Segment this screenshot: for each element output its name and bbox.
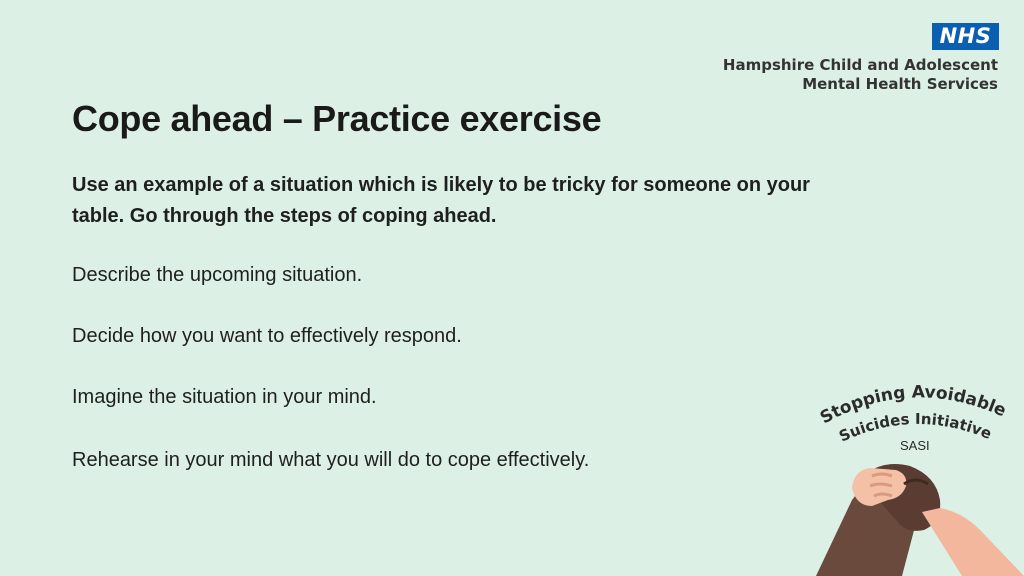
handshake-icon [816, 464, 1024, 576]
organisation-name [723, 56, 998, 94]
nhs-badge: NHS [932, 23, 999, 50]
slide-title: Cope ahead – Practice exercise [72, 98, 602, 139]
sasi-logo [812, 380, 1024, 576]
sasi-line1: Stopping Avoidable [816, 382, 1010, 429]
sasi-abbr: SASI [900, 438, 930, 453]
organisation-name-line2: Mental Health Services [802, 75, 998, 93]
intro-line2: table. Go through the steps of coping ahead. [72, 205, 497, 227]
step-describe: Describe the upcoming situation. [72, 264, 363, 286]
intro-text [72, 170, 912, 232]
intro-line1: Use an example of a situation which is likely to be tricky for someone on your [72, 174, 810, 196]
sasi-line2: Suicides Initiative [836, 409, 995, 446]
organisation-name-line1: Hampshire Child and Adolescent [722, 56, 998, 74]
step-imagine: Imagine the situation in your mind. [72, 386, 377, 408]
step-rehearse: Rehearse in your mind what you will do to cope effectively. [72, 449, 590, 471]
step-decide: Decide how you want to effectively respond. [72, 325, 462, 347]
